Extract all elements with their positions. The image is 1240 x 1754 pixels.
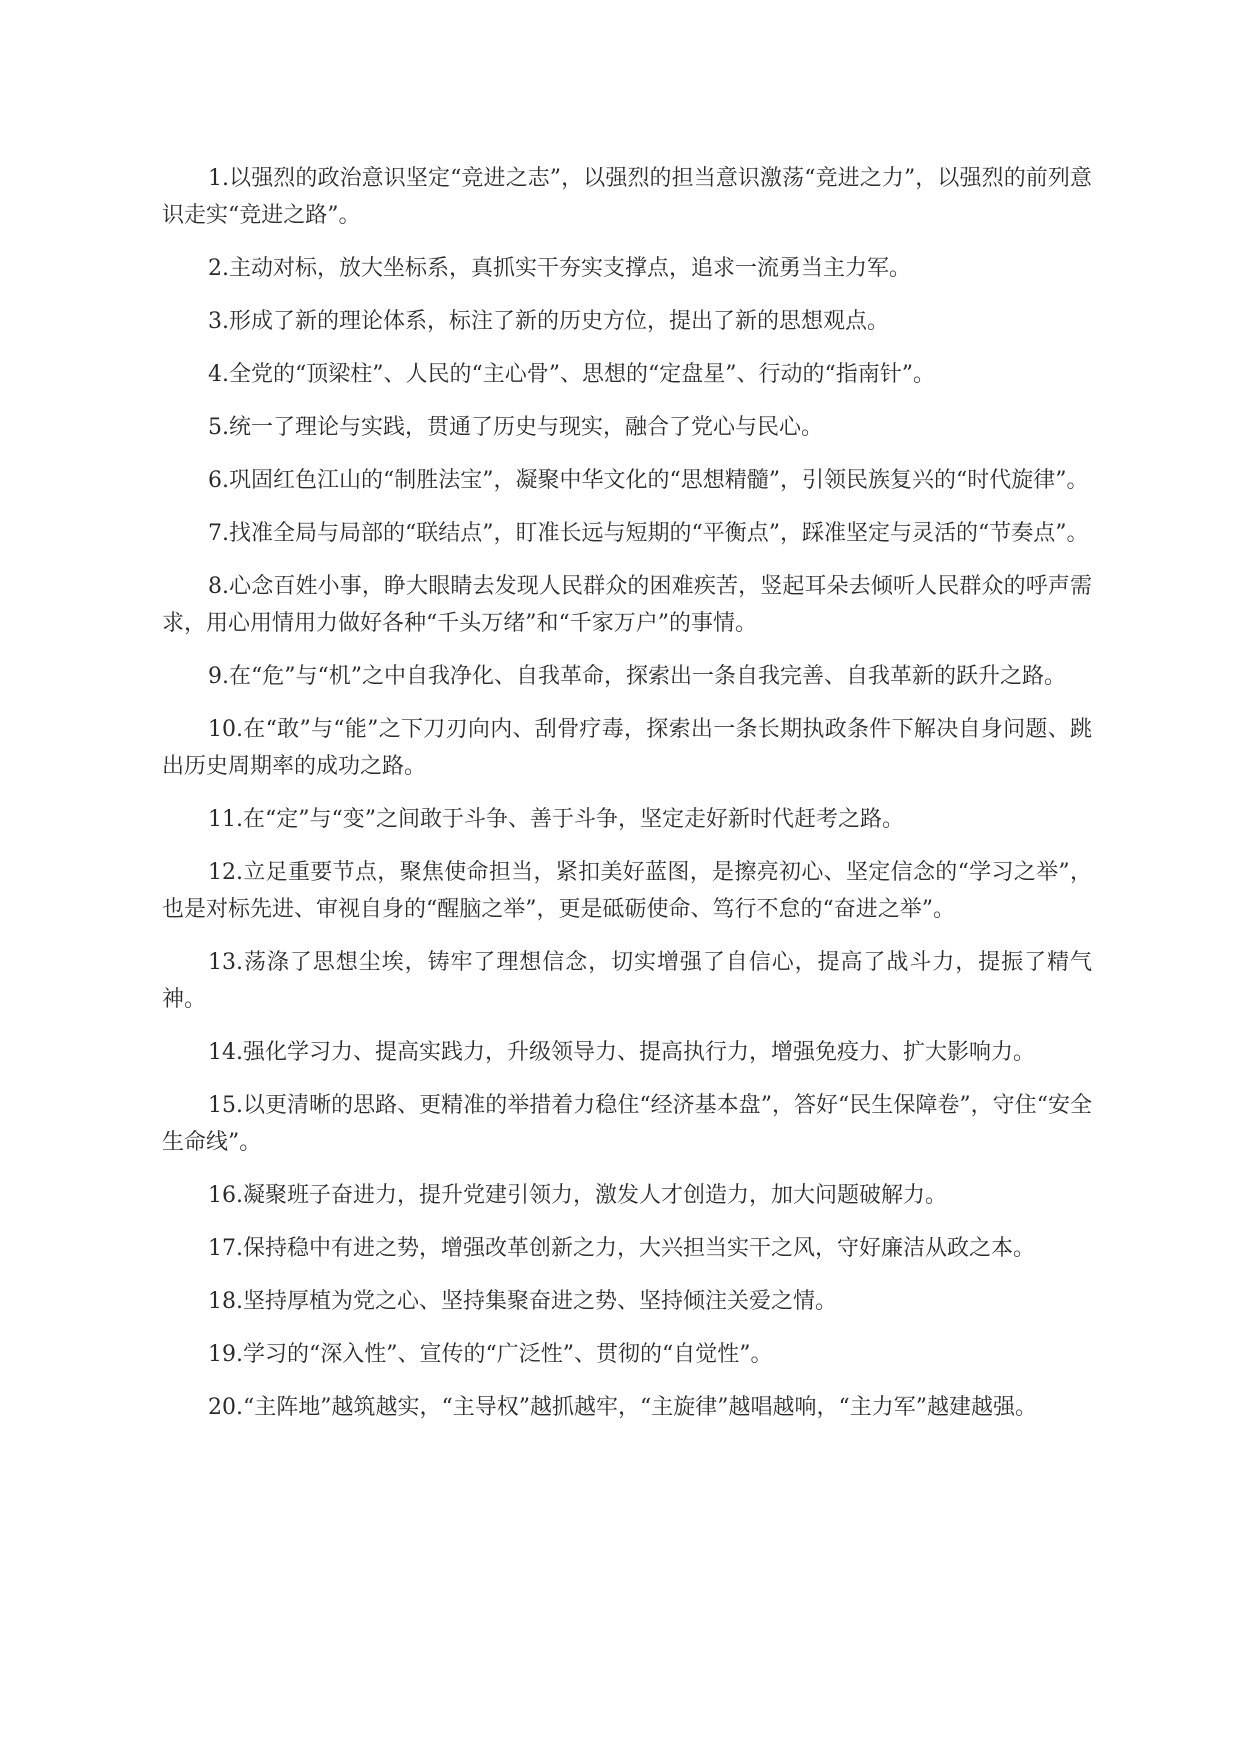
document-body [162, 160, 1092, 1442]
item-text: 形成了新的理论体系，标注了新的历史方位，提出了新的思想观点。 [229, 309, 890, 334]
item-number: 12. [208, 860, 243, 885]
item-number: 18. [208, 1289, 243, 1314]
item-number: 5. [208, 415, 229, 440]
item-number: 15. [208, 1093, 243, 1118]
list-item [162, 1177, 1092, 1214]
list-item [162, 1034, 1092, 1071]
list-item [162, 944, 1092, 1018]
item-text: 在“定”与“变”之间敢于斗争、善于斗争，坚定走好新时代赶考之路。 [243, 807, 904, 832]
list-item [162, 1087, 1092, 1161]
item-text: “主阵地”越筑越实，“主导权”越抓越牢，“主旋律”越唱越响，“主力军”越建越强。 [243, 1395, 1037, 1420]
list-item [162, 409, 1092, 446]
list-item [162, 462, 1092, 499]
item-number: 1. [208, 166, 229, 191]
item-text: 巩固红色江山的“制胜法宝”，凝聚中华文化的“思想精髓”，引领民族复兴的“时代旋律”。 [229, 468, 1089, 493]
list-item [162, 303, 1092, 340]
list-item [162, 711, 1092, 785]
list-item [162, 160, 1092, 234]
item-text: 坚持厚植为党之心、坚持集聚奋进之势、坚持倾注关爱之情。 [243, 1289, 838, 1314]
item-number: 10. [208, 717, 243, 742]
list-item [162, 1336, 1092, 1373]
item-text: 以强烈的政治意识坚定“竞进之志”，以强烈的担当意识激荡“竞进之力”，以强烈的前列意识走实“竞进之路”。 [162, 166, 1092, 228]
item-text: 凝聚班子奋进力，提升党建引领力，激发人才创造力，加大问题破解力。 [243, 1183, 948, 1208]
item-number: 17. [208, 1236, 243, 1261]
list-item [162, 568, 1092, 642]
item-number: 8. [208, 574, 229, 599]
item-text: 找准全局与局部的“联结点”，盯准长远与短期的“平衡点”，踩准坚定与灵活的“节奏点”。 [229, 521, 1089, 546]
item-text: 主动对标，放大坐标系，真抓实干夯实支撑点，追求一流勇当主力军。 [229, 256, 912, 281]
item-text: 强化学习力、提高实践力，升级领导力、提高执行力，增强免疫力、扩大影响力。 [243, 1040, 1036, 1065]
item-number: 13. [208, 950, 243, 975]
item-number: 14. [208, 1040, 243, 1065]
list-item [162, 854, 1092, 928]
item-number: 3. [208, 309, 229, 334]
list-item [162, 1389, 1092, 1426]
item-text: 心念百姓小事，睁大眼睛去发现人民群众的困难疾苦，竖起耳朵去倾听人民群众的呼声需求，用心用情用力做好各种“千头万绪”和“千家万户”的事情。 [162, 574, 1092, 636]
item-number: 6. [208, 468, 229, 493]
item-number: 16. [208, 1183, 243, 1208]
item-number: 2. [208, 256, 229, 281]
item-text: 统一了理论与实践，贯通了历史与现实，融合了党心与民心。 [229, 415, 824, 440]
list-item [162, 1230, 1092, 1267]
item-text: 学习的“深入性”、宣传的“广泛性”、贯彻的“自觉性”。 [243, 1342, 773, 1367]
item-number: 4. [208, 362, 229, 387]
item-text: 以更清晰的思路、更精准的举措着力稳住“经济基本盘”，答好“民生保障卷”，守住“安全生命线”。 [162, 1093, 1092, 1155]
item-text: 在“敢”与“能”之下刀刃向内、刮骨疗毒，探索出一条长期执政条件下解决自身问题、跳出历史周期率的成功之路。 [162, 717, 1092, 779]
list-item [162, 250, 1092, 287]
item-number: 9. [208, 664, 229, 689]
list-item [162, 515, 1092, 552]
item-number: 11. [208, 807, 243, 832]
item-number: 19. [208, 1342, 243, 1367]
item-number: 20. [208, 1395, 243, 1420]
list-item [162, 658, 1092, 695]
item-text: 全党的“顶梁柱”、人民的“主心骨”、思想的“定盘星”、行动的“指南针”。 [229, 362, 935, 387]
item-text: 在“危”与“机”之中自我净化、自我革命，探索出一条自我完善、自我革新的跃升之路。 [229, 664, 1066, 689]
list-item [162, 801, 1092, 838]
item-text: 保持稳中有进之势，增强改革创新之力，大兴担当实干之风，守好廉洁从政之本。 [243, 1236, 1036, 1261]
list-item [162, 1283, 1092, 1320]
list-item [162, 356, 1092, 393]
item-text: 立足重要节点，聚焦使命担当，紧扣美好蓝图，是擦亮初心、坚定信念的“学习之举”，也是对标先进、审视自身的“醒脑之举”，更是砥砺使命、笃行不怠的“奋进之举”。 [162, 860, 1092, 922]
item-number: 7. [208, 521, 229, 546]
item-text: 荡涤了思想尘埃，铸牢了理想信念，切实增强了自信心，提高了战斗力，提振了精气神。 [162, 950, 1092, 1012]
